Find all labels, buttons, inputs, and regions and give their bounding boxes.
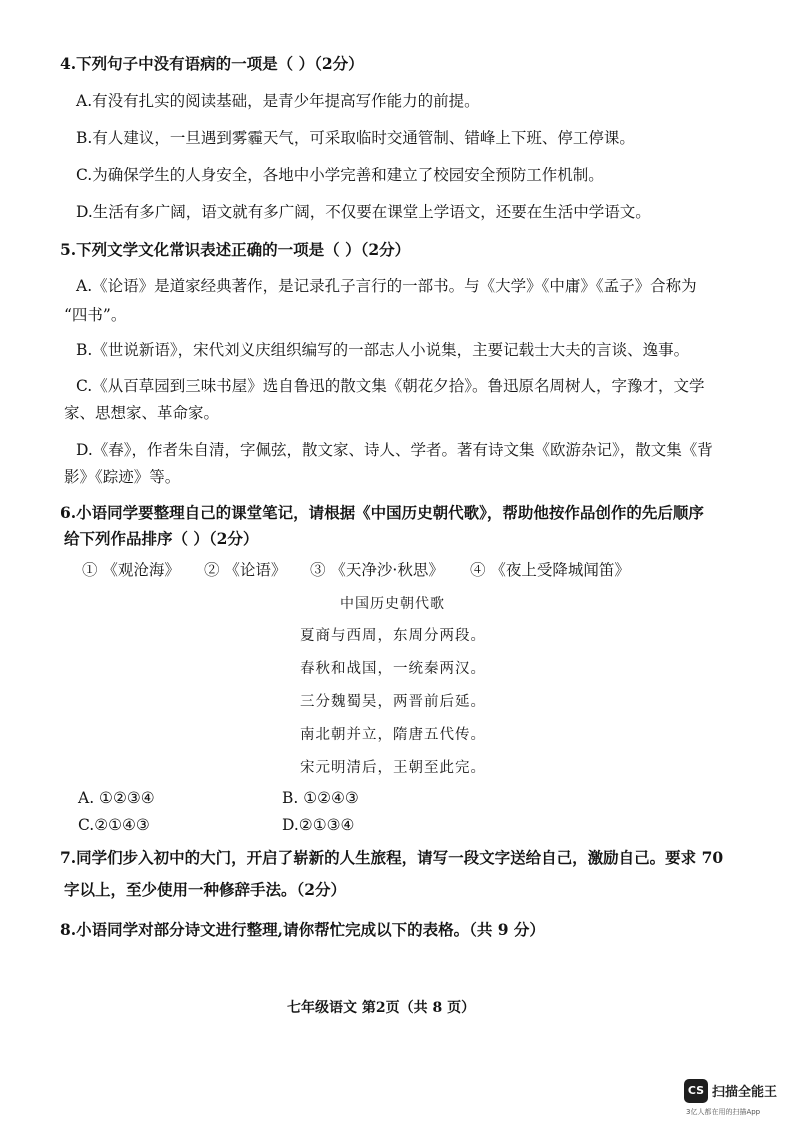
watermark-name: 扫描全能王 — [712, 1085, 778, 1100]
q6-option-b: B. ①②④③ — [282, 789, 359, 807]
q5-option-b: B.《世说新语》，宋代刘义庆组织编写的一部志人小说集，主要记载士大夫的言谈、逸事。 — [76, 341, 690, 359]
q4-option-b: B.有人建议，一旦遇到雾霾天气，可采取临时交通管制、错峰上下班、停工停课。 — [76, 129, 635, 147]
q7-line2: 字以上，至少使用一种修辞手法。（2分） — [64, 880, 347, 899]
q5-option-c-line1: C.《从百草园到三味书屋》选自鲁迅的散文集《朝花夕拾》。鲁迅原名周树人，字豫才，文学 — [76, 377, 705, 395]
q5-option-a-line2: “四书”。 — [64, 306, 127, 324]
q6-stem-line2: 给下列作品排序（ ）（2分） — [64, 529, 259, 548]
q6-stem-line1: 6.小语同学要整理自己的课堂笔记，请根据《中国历史朝代歌》，帮助他按作品创作的先后顺序 — [60, 503, 704, 522]
q6-option-d: D.②①③④ — [282, 816, 355, 834]
q5-stem: 5.下列文学文化常识表述正确的一项是（ ）（2分） — [60, 240, 411, 259]
page-footer: 七年级语文 第2页（共 8 页） — [287, 1000, 476, 1016]
q5-option-a-line1: A.《论语》是道家经典著作，是记录孔子言行的一部书。与《大学》《中庸》《孟子》合称为 — [76, 277, 697, 295]
scanner-watermark — [684, 1079, 790, 1119]
poem-line: 夏商与西周，东周分两段。 — [300, 628, 486, 644]
q6-option-c: C.②①④③ — [78, 816, 150, 834]
poem-line: 三分魏蜀吴，两晋前后延。 — [300, 694, 486, 710]
q8-line1: 8.小语同学对部分诗文进行整理,请你帮忙完成以下的表格。（共 9 分） — [60, 920, 545, 939]
q6-work-2: ② 《论语》 — [204, 561, 287, 579]
q4-option-a: A.有没有扎实的阅读基础，是青少年提高写作能力的前提。 — [76, 92, 480, 110]
q6-option-a: A. ①②③④ — [78, 789, 155, 807]
q5-option-c-line2: 家、思想家、革命家。 — [64, 404, 220, 422]
q4-option-c: C.为确保学生的人身安全，各地中小学完善和建立了校园安全预防工作机制。 — [76, 166, 604, 184]
q6-work-3: ③ 《天净沙·秋思》 — [310, 561, 444, 579]
q5-option-d-line2: 影》《踪迹》等。 — [64, 468, 181, 486]
q5-option-d-line1: D.《春》，作者朱自清，字佩弦，散文家、诗人、学者。著有诗文集《欧游杂记》，散文集《背 — [76, 441, 713, 459]
q6-work-1: ① 《观沧海》 — [82, 561, 180, 579]
poem-line: 南北朝并立，隋唐五代传。 — [300, 727, 486, 743]
poem-line: 春秋和战国，一统秦两汉。 — [300, 661, 486, 677]
poem-line: 宋元明清后，王朝至此完。 — [300, 760, 486, 776]
camscanner-logo-icon: CS — [684, 1079, 708, 1103]
q4-option-d: D.生活有多广阔，语文就有多广阔，不仅要在课堂上学语文，还要在生活中学语文。 — [76, 203, 651, 221]
q7-line1: 7.同学们步入初中的大门，开启了崭新的人生旅程，请写一段文字送给自己，激励自己。要求 70 — [60, 848, 724, 867]
watermark-subtitle: 3亿人都在用的扫描App — [686, 1108, 761, 1116]
poem-title: 中国历史朝代歌 — [340, 596, 445, 612]
q6-work-4: ④ 《夜上受降城闻笛》 — [470, 561, 630, 579]
q4-stem: 4.下列句子中没有语病的一项是（ ）（2分） — [60, 54, 364, 73]
